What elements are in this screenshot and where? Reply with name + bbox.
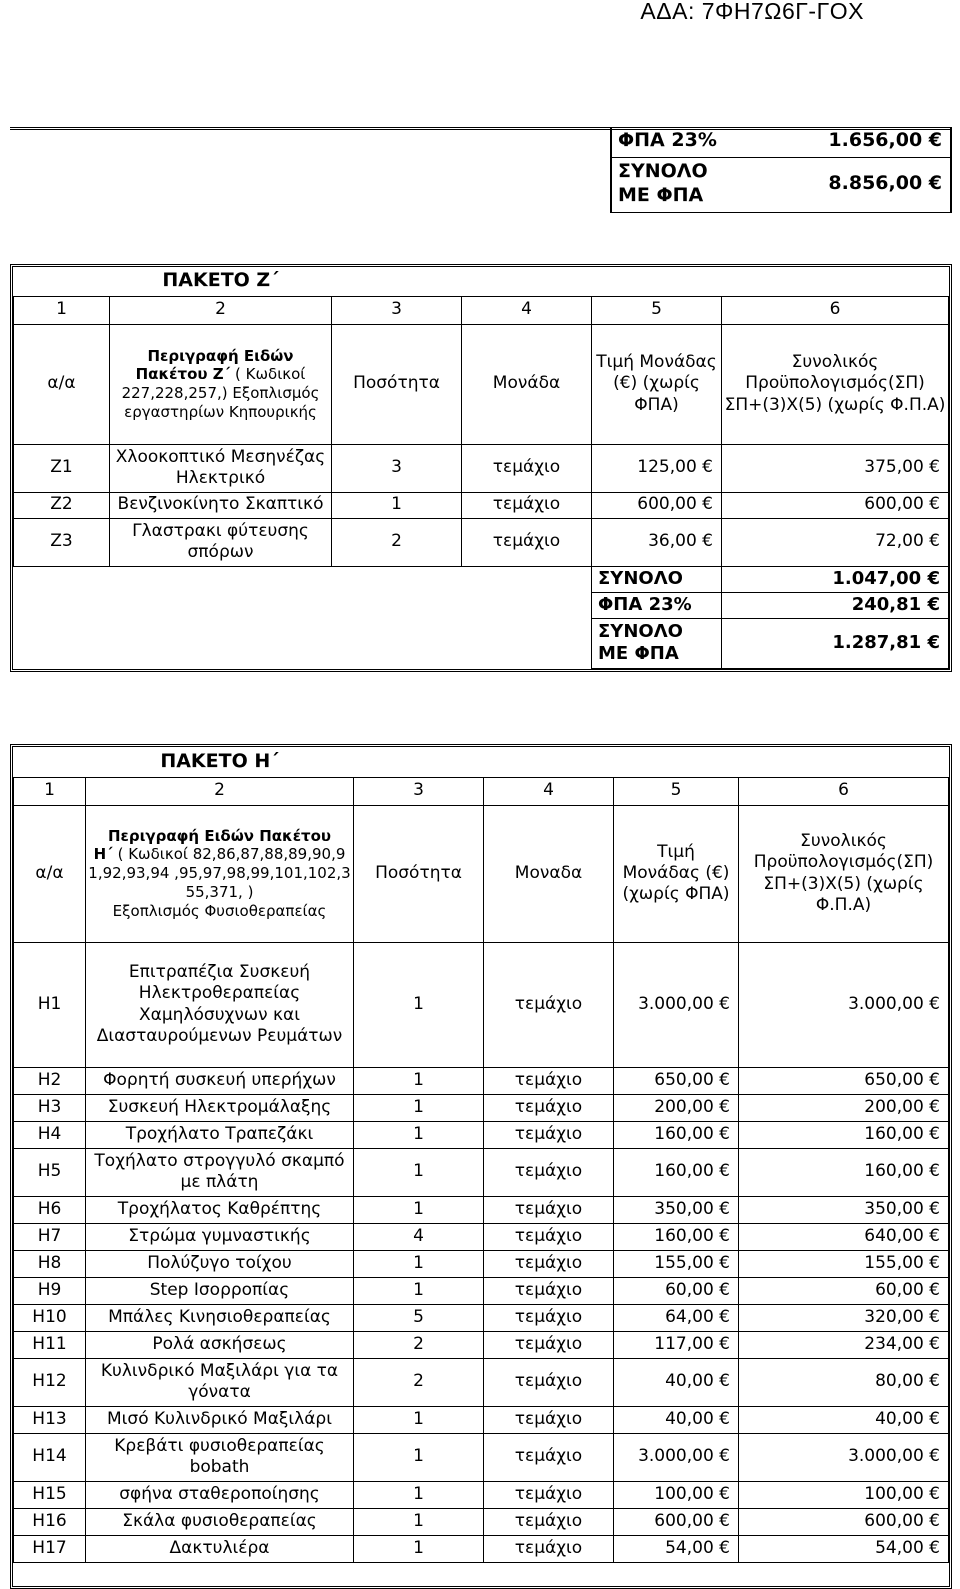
- z-sum-label: ΣΥΝΟΛΟ: [592, 566, 722, 592]
- row-qty: 4: [354, 1223, 484, 1250]
- row-code: Ζ3: [14, 518, 110, 566]
- table-row: [14, 1067, 949, 1094]
- col-number: 2: [86, 777, 354, 805]
- row-code: Η16: [14, 1508, 86, 1535]
- row-description: Κρεβάτι φυσιοθεραπείας bobath: [86, 1433, 354, 1481]
- row-price: 600,00 €: [614, 1508, 739, 1535]
- table-row: [14, 1121, 949, 1148]
- row-price: 160,00 €: [614, 1121, 739, 1148]
- package-z-grand-row: [14, 618, 949, 668]
- row-price: 650,00 €: [614, 1067, 739, 1094]
- row-code: Η14: [14, 1433, 86, 1481]
- row-unit: τεμάχιο: [484, 1508, 614, 1535]
- row-unit: τεμάχιο: [484, 1535, 614, 1562]
- row-description: Γλαστρακι φύτευσης σπόρων: [110, 518, 332, 566]
- row-total: 350,00 €: [739, 1196, 949, 1223]
- row-unit: τεμάχιο: [462, 492, 592, 518]
- row-qty: 1: [354, 1508, 484, 1535]
- row-description: Βενζινοκίνητο Σκαπτικό: [110, 492, 332, 518]
- table-row: [14, 1223, 949, 1250]
- header-desc-bold-2: Η΄: [93, 845, 113, 864]
- header-total: Συνολικός Προϋπολογισμός(ΣΠ) ΣΠ+(3)Χ(5) (χωρίς Φ.Π.Α): [722, 324, 949, 444]
- row-unit: τεμάχιο: [484, 1223, 614, 1250]
- table-row: [14, 1277, 949, 1304]
- row-total: 200,00 €: [739, 1094, 949, 1121]
- row-price: 600,00 €: [592, 492, 722, 518]
- row-price: 350,00 €: [614, 1196, 739, 1223]
- top-total-row: [612, 157, 950, 211]
- package-h-col-numbers: [14, 777, 949, 805]
- table-row: [14, 1304, 949, 1331]
- table-row: [14, 1196, 949, 1223]
- row-qty: 1: [354, 1148, 484, 1196]
- row-price: 36,00 €: [592, 518, 722, 566]
- row-total: 600,00 €: [739, 1508, 949, 1535]
- z-sum-value: 1.047,00 €: [722, 566, 949, 592]
- row-code: Η11: [14, 1331, 86, 1358]
- header-description: [86, 805, 354, 942]
- col-number: 4: [462, 296, 592, 324]
- row-qty: 1: [354, 1277, 484, 1304]
- row-code: Η10: [14, 1304, 86, 1331]
- row-unit: τεμάχιο: [484, 1331, 614, 1358]
- row-code: Ζ2: [14, 492, 110, 518]
- row-description: Επιτραπέζια Συσκευή Ηλεκτροθεραπείας Χαμηλόσυχνων και Διασταυρούμενων Ρευμάτων: [86, 942, 354, 1067]
- table-row: [14, 1433, 949, 1481]
- row-code: Η9: [14, 1277, 86, 1304]
- row-code: Η1: [14, 942, 86, 1067]
- row-price: 40,00 €: [614, 1358, 739, 1406]
- table-row: [14, 518, 949, 566]
- col-number: 4: [484, 777, 614, 805]
- table-row: [14, 1406, 949, 1433]
- row-unit: τεμάχιο: [484, 1196, 614, 1223]
- row-qty: 1: [354, 1250, 484, 1277]
- row-qty: 1: [354, 942, 484, 1067]
- col-number: 2: [110, 296, 332, 324]
- table-row: [14, 1250, 949, 1277]
- row-total: 54,00 €: [739, 1535, 949, 1562]
- top-vat-value: 1.656,00 €: [828, 129, 942, 151]
- row-qty: 5: [354, 1304, 484, 1331]
- row-description: Ρολά ασκήσεως: [86, 1331, 354, 1358]
- row-total: 3.000,00 €: [739, 942, 949, 1067]
- row-description: Σκάλα φυσιοθεραπείας: [86, 1508, 354, 1535]
- row-unit: τεμάχιο: [484, 1358, 614, 1406]
- row-unit: τεμάχιο: [484, 1433, 614, 1481]
- package-z-col-numbers: [14, 296, 949, 324]
- row-description: Τροχήλατο Τραπεζάκι: [86, 1121, 354, 1148]
- header-qty: Ποσότητα: [354, 805, 484, 942]
- table-row: [14, 1094, 949, 1121]
- row-qty: 1: [354, 1196, 484, 1223]
- row-code: Ζ1: [14, 444, 110, 492]
- row-qty: 1: [354, 1535, 484, 1562]
- row-code: Η6: [14, 1196, 86, 1223]
- row-total: 375,00 €: [722, 444, 949, 492]
- package-z-title: ΠΑΚΕΤΟ Ζ΄: [162, 269, 279, 292]
- row-unit: τεμάχιο: [484, 1121, 614, 1148]
- row-code: Η17: [14, 1535, 86, 1562]
- row-total: 600,00 €: [722, 492, 949, 518]
- row-qty: 1: [354, 1481, 484, 1508]
- header-price: Τιμή Μονάδας (€) (χωρίς ΦΠΑ): [614, 805, 739, 942]
- table-row: [14, 1358, 949, 1406]
- row-description: Συσκευή Ηλεκτρομάλαξης: [86, 1094, 354, 1121]
- row-description: Στρώμα γυμναστικής: [86, 1223, 354, 1250]
- row-description: Πολύζυγο τοίχου: [86, 1250, 354, 1277]
- row-description: Μπάλες Κινησιοθεραπείας: [86, 1304, 354, 1331]
- z-vat-label: ΦΠΑ 23%: [592, 592, 722, 618]
- row-total: 320,00 €: [739, 1304, 949, 1331]
- row-code: Η5: [14, 1148, 86, 1196]
- row-description: Τοχήλατο στρογγυλό σκαμπό με πλάτη: [86, 1148, 354, 1196]
- header-desc-bold-1: Περιγραφή Ειδών: [147, 346, 294, 365]
- top-vat-label: ΦΠΑ 23%: [618, 129, 717, 151]
- table-row: [14, 1535, 949, 1562]
- row-code: Η4: [14, 1121, 86, 1148]
- header-desc-bold-1: Περιγραφή Ειδών Πακέτου: [107, 826, 332, 845]
- row-qty: 1: [354, 1067, 484, 1094]
- row-total: 80,00 €: [739, 1358, 949, 1406]
- col-number: 6: [722, 296, 949, 324]
- header-desc-rest: Εξοπλισμός Φυσιοθεραπείας: [112, 901, 327, 920]
- row-code: Η2: [14, 1067, 86, 1094]
- row-unit: τεμάχιο: [484, 1148, 614, 1196]
- header-price: Τιμή Μονάδας (€) (χωρίς ΦΠΑ): [592, 324, 722, 444]
- row-total: 160,00 €: [739, 1148, 949, 1196]
- row-price: 200,00 €: [614, 1094, 739, 1121]
- row-total: 40,00 €: [739, 1406, 949, 1433]
- table-row: [14, 1481, 949, 1508]
- package-h-table: [10, 744, 952, 1589]
- row-code: Η7: [14, 1223, 86, 1250]
- row-total: 160,00 €: [739, 1121, 949, 1148]
- row-price: 125,00 €: [592, 444, 722, 492]
- top-total-value: 8.856,00 €: [828, 172, 942, 194]
- col-number: 5: [592, 296, 722, 324]
- row-qty: 3: [332, 444, 462, 492]
- row-qty: 1: [332, 492, 462, 518]
- col-number: 3: [354, 777, 484, 805]
- header-qty: Ποσότητα: [332, 324, 462, 444]
- row-price: 40,00 €: [614, 1406, 739, 1433]
- row-description: Μισό Κυλινδρικό Μαξιλάρι: [86, 1406, 354, 1433]
- row-code: Η12: [14, 1358, 86, 1406]
- header-desc-bold-2: Πακέτου Ζ΄: [135, 365, 231, 384]
- package-z-vat-row: [14, 592, 949, 618]
- row-price: 160,00 €: [614, 1148, 739, 1196]
- col-number: 1: [14, 777, 86, 805]
- row-total: 234,00 €: [739, 1331, 949, 1358]
- row-description: σφήνα σταθεροποίησης: [86, 1481, 354, 1508]
- col-number: 6: [739, 777, 949, 805]
- row-price: 3.000,00 €: [614, 1433, 739, 1481]
- z-grand-label-1: ΣΥΝΟΛΟ: [598, 620, 683, 642]
- header-total: Συνολικός Προϋπολογισμός(ΣΠ) ΣΠ+(3)Χ(5) (χωρίς Φ.Π.Α): [739, 805, 949, 942]
- row-unit: τεμάχιο: [484, 1277, 614, 1304]
- row-qty: 1: [354, 1094, 484, 1121]
- package-h-header-row: [14, 805, 949, 942]
- row-price: 100,00 €: [614, 1481, 739, 1508]
- row-price: 117,00 €: [614, 1331, 739, 1358]
- row-unit: τεμάχιο: [484, 1250, 614, 1277]
- package-h-title: ΠΑΚΕΤΟ Η΄: [160, 749, 279, 772]
- row-price: 60,00 €: [614, 1277, 739, 1304]
- row-description: Step Ισορροπίας: [86, 1277, 354, 1304]
- top-totals-box: [610, 127, 952, 213]
- col-number: 1: [14, 296, 110, 324]
- row-description: Φορητή συσκευή υπερήχων: [86, 1067, 354, 1094]
- row-qty: 1: [354, 1433, 484, 1481]
- row-price: 3.000,00 €: [614, 942, 739, 1067]
- table-row: [14, 444, 949, 492]
- ada-header: ΑΔΑ: 7ΦΗ7Ω6Γ-ΓΟΧ: [640, 0, 864, 24]
- row-code: Η13: [14, 1406, 86, 1433]
- row-unit: τεμάχιο: [462, 444, 592, 492]
- row-description: Τροχήλατος Καθρέπτης: [86, 1196, 354, 1223]
- row-price: 155,00 €: [614, 1250, 739, 1277]
- row-total: 60,00 €: [739, 1277, 949, 1304]
- header-unit: Μονάδα: [462, 324, 592, 444]
- row-total: 3.000,00 €: [739, 1433, 949, 1481]
- package-z-header-row: [14, 324, 949, 444]
- row-code: Η15: [14, 1481, 86, 1508]
- row-price: 54,00 €: [614, 1535, 739, 1562]
- row-total: 640,00 €: [739, 1223, 949, 1250]
- row-qty: 1: [354, 1121, 484, 1148]
- table-row: [14, 1331, 949, 1358]
- col-number: 3: [332, 296, 462, 324]
- row-unit: τεμάχιο: [484, 1094, 614, 1121]
- header-description: [110, 324, 332, 444]
- row-total: 155,00 €: [739, 1250, 949, 1277]
- row-unit: τεμάχιο: [484, 942, 614, 1067]
- header-desc-rest: ( Κωδικοί 227,228,257,) Εξοπλισμός εργαστηρίων Κηπουρικής: [121, 365, 320, 421]
- row-unit: τεμάχιο: [484, 1406, 614, 1433]
- header-aa: α/α: [14, 805, 86, 942]
- row-price: 160,00 €: [614, 1223, 739, 1250]
- row-qty: 1: [354, 1406, 484, 1433]
- row-unit: τεμάχιο: [484, 1481, 614, 1508]
- table-row: [14, 1508, 949, 1535]
- header-aa: α/α: [14, 324, 110, 444]
- row-description: Χλοοκοπτικό Μεσηνέζας Ηλεκτρικό: [110, 444, 332, 492]
- col-number: 5: [614, 777, 739, 805]
- z-grand-label-2: ΜΕ ΦΠΑ: [598, 643, 679, 664]
- row-unit: τεμάχιο: [462, 518, 592, 566]
- z-grand-value: 1.287,81 €: [722, 618, 949, 668]
- top-total-label-2: ΜΕ ΦΠΑ: [618, 184, 704, 206]
- header-desc-codes: ( Κωδικοί 82,86,87,88,89,90,91,92,93,94 ,95,97,98,99,101,102,355,371, ): [88, 845, 351, 901]
- row-description: Κυλινδρικό Μαξιλάρι για τα γόνατα: [86, 1358, 354, 1406]
- table-row: [14, 492, 949, 518]
- row-qty: 2: [354, 1358, 484, 1406]
- table-row: [14, 942, 949, 1067]
- table-row: [14, 1148, 949, 1196]
- header-unit: Μοναδα: [484, 805, 614, 942]
- top-total-label-1: ΣΥΝΟΛΟ: [618, 160, 708, 182]
- row-unit: τεμάχιο: [484, 1304, 614, 1331]
- row-total: 72,00 €: [722, 518, 949, 566]
- row-total: 100,00 €: [739, 1481, 949, 1508]
- package-z-table: [10, 264, 952, 672]
- row-qty: 2: [332, 518, 462, 566]
- row-code: Η3: [14, 1094, 86, 1121]
- row-code: Η8: [14, 1250, 86, 1277]
- row-description: Δακτυλιέρα: [86, 1535, 354, 1562]
- package-z-sum-row: [14, 566, 949, 592]
- row-qty: 2: [354, 1331, 484, 1358]
- z-vat-value: 240,81 €: [722, 592, 949, 618]
- row-unit: τεμάχιο: [484, 1067, 614, 1094]
- z-grand-label: [592, 618, 722, 668]
- row-price: 64,00 €: [614, 1304, 739, 1331]
- row-total: 650,00 €: [739, 1067, 949, 1094]
